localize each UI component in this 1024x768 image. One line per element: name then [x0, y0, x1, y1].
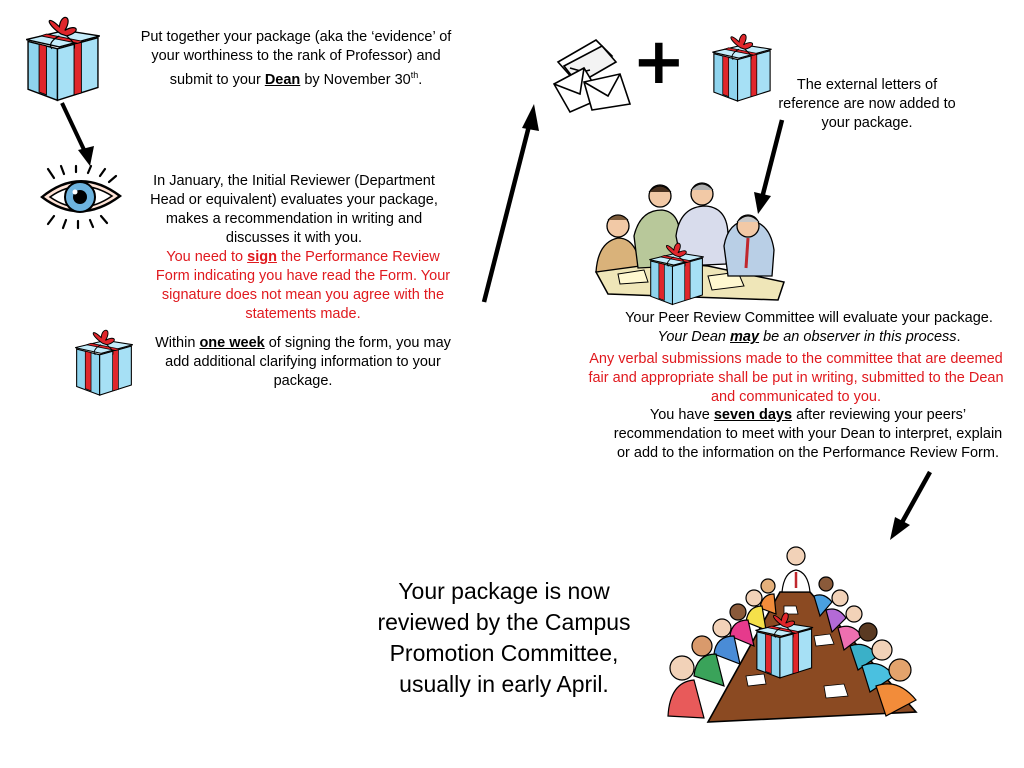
- step-initial-review-text: In January, the Initial Reviewer (Department Head or equivalent) evaluates your package, makes a recommendation in writing and discusses it with you.: [150, 173, 438, 246]
- step-submit-package-text: Put together your package (aka the ‘evidence’ of your worthiness to the rank of Professor) and submit to your Dean by November 30th.: [140, 29, 452, 88]
- verbal-submissions-text: Any verbal submissions made to the committee that are deemed fair and appropriate shall be put in writing, submitted to the Dean and communicated to you.: [588, 351, 1004, 405]
- campus-committee-text: Your package is now reviewed by the Campus Promotion Committee, usually in early April.: [377, 578, 631, 697]
- step-sign-form-text: You need to sign the Performance Review Form indicating you have read the Form. Your signature does not mean you agree with the statements made.: [155, 249, 451, 322]
- peer-review-text: Your Peer Review Committee will evaluate your package.: [625, 310, 993, 326]
- campus-committee-illustration: [664, 536, 926, 724]
- dean-observer-text: Your Dean may be an observer in this process.: [657, 329, 961, 345]
- step-clarify-text: Within one week of signing the form, you may add additional clarifying information to your package.: [155, 335, 451, 389]
- external-letters-text: The external letters of reference are now added to your package.: [778, 77, 956, 131]
- seven-days-text: You have seven days after reviewing your peers’ recommendation to meet with your Dean to interpret, explain or add to the information on the Performance Review Form.: [613, 407, 1003, 461]
- plus-sign: +: [632, 25, 686, 99]
